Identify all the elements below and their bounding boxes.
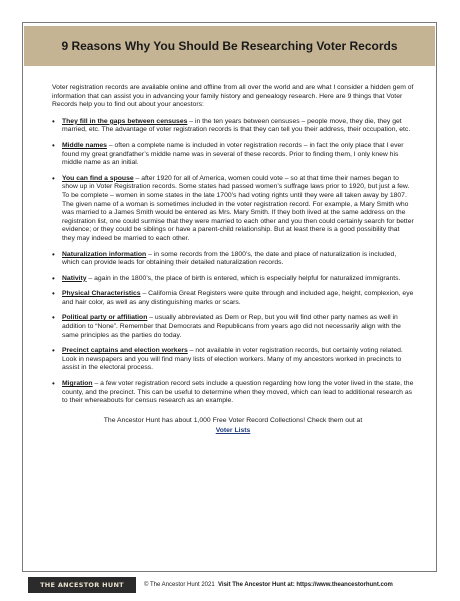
reason-text: – after 1920 for all of America, women could vote – so at that time their names began to show up in Voter Registration records. Some states had passed women’s suffrage laws prior to 1920, but just a few. To be complete – women in some states in the late 1700’s had voting rights until they were all taken away by 1807. The given name of a woman is sometimes included in the voter registration record. For example, a Mary Smith who was married to a James Smith would be entered as Mrs. Mary Smith. If they both lived at the same address on the registration list, one could surmise that they were married to each other and you then could certainly search for better evidence; or they could be siblings or have a parent-child relationship. But at least there is a good possibility that they may indeed be married to each other. xyxy=(62,174,414,242)
bullet-icon: • xyxy=(52,379,55,389)
bullet-icon: • xyxy=(52,140,55,150)
reason-text: – often a complete name is included in voter registration records – in fact the only place that I ever found my great grandfather’s middle name was in several of these records. Prior to finding them, I only knew his middle name as an initial. xyxy=(62,141,404,167)
reason-text: – California Great Registers were quite through and included age, height, complexion, eye and hair color, as well as any distinguishing marks or scars. xyxy=(62,290,414,306)
intro-paragraph: Voter registration records are available online and offline from all over the world and are what I consider a hidden gem of information that can assist you in advancing your family history and genealogy research. Here are 9 things that Voter Records help you to find out about your ancestors: xyxy=(52,84,414,109)
reason-term: Physical Characteristics xyxy=(62,290,141,298)
bullet-icon: • xyxy=(52,289,55,299)
reason-term: Political party or affiliation xyxy=(62,314,148,322)
reason-term: Nativity xyxy=(62,274,87,282)
reason-text: – in the ten years between censuses – people move, they die, they get married, etc. The advantage of voter registration records is that they can tell you their address, their occupation, etc. xyxy=(62,117,411,134)
reason-text: – in some records from the 1800’s, the date and place of naturalization is included, which can provide leads for obtaining their detailed naturalization records. xyxy=(62,250,397,267)
reason-item xyxy=(52,314,414,340)
reason-term: You can find a spouse xyxy=(62,174,134,182)
reason-term: They fill in the gaps between censuses xyxy=(62,117,188,125)
page-title: 9 Reasons Why You Should Be Researching Voter Records xyxy=(61,39,398,53)
reason-item xyxy=(52,251,414,268)
reason-item xyxy=(52,380,414,406)
reason-item xyxy=(52,142,414,168)
document-body xyxy=(52,84,414,436)
closing-text: The Ancestor Hunt has about 1,000 Free Voter Record Collections! Check them out at xyxy=(103,416,363,424)
footer-text xyxy=(144,582,393,588)
reason-item xyxy=(52,118,414,135)
reason-term: Migration xyxy=(62,380,93,388)
reason-term: Middle names xyxy=(62,141,107,149)
voter-lists-link[interactable]: Voter Lists xyxy=(215,426,251,434)
reason-item xyxy=(52,275,414,284)
footer xyxy=(28,576,438,594)
reason-item xyxy=(52,175,414,244)
bullet-icon: • xyxy=(52,313,55,323)
closing-note xyxy=(52,416,414,436)
bullet-icon: • xyxy=(52,273,55,283)
reason-text: – a few voter registration record sets include a question regarding how long the voter lived in the state, the county, and the precinct. This can be useful to determine when they moved, which can lead to additional research as to their whereabouts for census research as an example. xyxy=(62,380,414,405)
reason-text: – again in the 1800’s, the place of birth is entered, which is especially helpful for naturalized immigrants. xyxy=(86,274,401,282)
bullet-icon: • xyxy=(52,249,55,259)
ancestor-hunt-logo: THE ANCESTOR HUNT xyxy=(28,577,136,593)
reason-term: Naturalization information xyxy=(62,250,147,258)
copyright-text: © The Ancestor Hunt 2021 xyxy=(144,582,215,588)
reason-text: – usually abbreviated as Dem or Rep, but you will find other party names as well in addition to “None”. Remember that Democrats and Republicans from years ago did not necessarily align with the same principles as the parties do today. xyxy=(62,314,401,339)
bullet-icon: • xyxy=(52,173,55,183)
reason-item xyxy=(52,347,414,373)
reasons-list xyxy=(52,118,414,406)
bullet-icon: • xyxy=(52,346,55,356)
reason-item xyxy=(52,290,414,307)
title-bar xyxy=(24,26,435,66)
bullet-icon: • xyxy=(52,116,55,126)
visit-text[interactable]: Visit The Ancestor Hunt at: https://www.theancestorhunt.com xyxy=(218,582,393,588)
reason-term: Precinct captains and election workers xyxy=(62,347,188,355)
reason-text: – not available in voter registration records, but certainly voting related. Look in newspapers and you will find many lists of election workers. Many of my ancestors worked in precincts to assist in the electoral process. xyxy=(62,347,403,372)
